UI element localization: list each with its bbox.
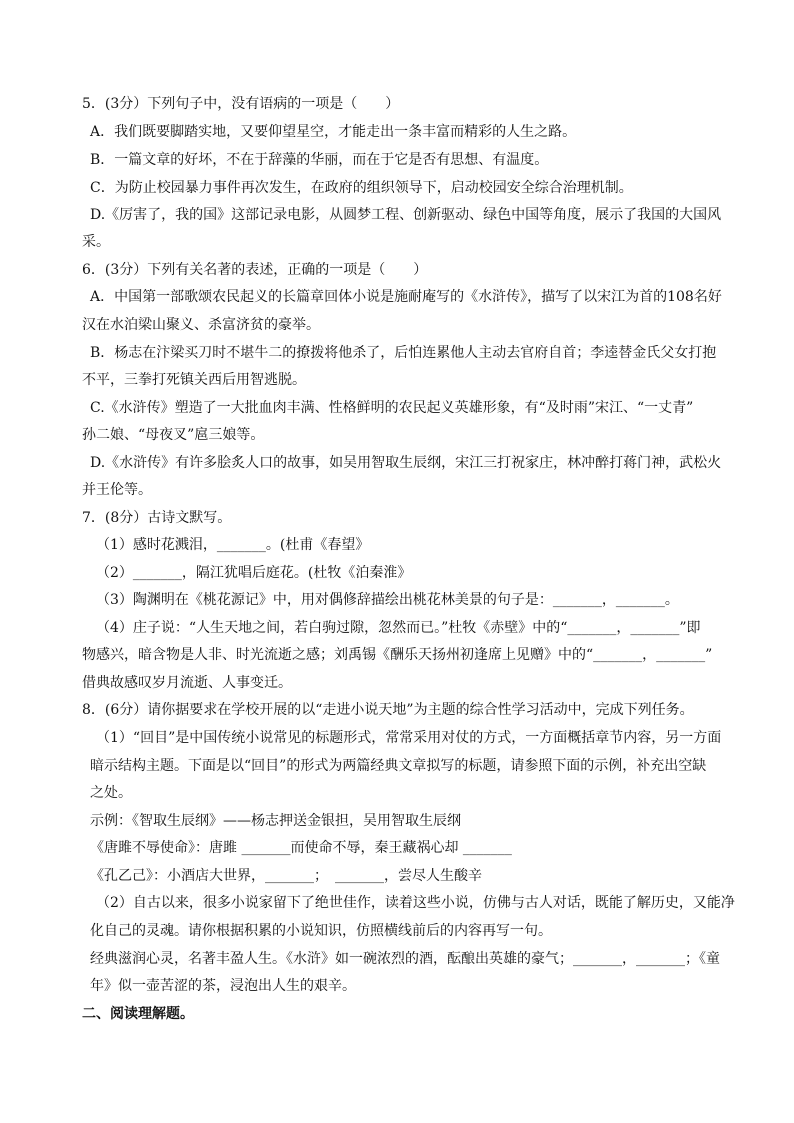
task-2: （2）自古以来，很多小说家留下了绝世佳作，读着这些小说，仿佛与古人对话，既能了解历史，又能净 bbox=[96, 895, 735, 911]
task-1-continued: 暗示结构主题。下面是以“回目”的形式为两篇经典文章拟写的标题，请参照下面的示例，补充出空缺 bbox=[90, 758, 707, 774]
option-b: B．一篇文章的好坏，不在于辞藻的华丽，而在于它是否有思想、有温度。 bbox=[90, 152, 549, 168]
section-heading: 二、阅读理解题。 bbox=[82, 1006, 194, 1022]
question-8-stem: 8．(6分）请你据要求在学校开展的以“走进小说天地”为主题的综合性学习活动中，完成下列任务。 bbox=[82, 702, 694, 718]
option-c: C.《水浒传》塑造了一大批血肉丰满、性格鲜明的农民起义英雄形象，有“及时雨”宋江、“一丈青” bbox=[90, 400, 694, 416]
item-4-continued: 物感兴，暗含物是人非、时光流逝之感；刘禹锡《酬乐天扬州初逢席上见赠》中的“_______，_______” bbox=[82, 647, 713, 663]
question-5-stem: 5．(3分）下列句子中，没有语病的一项是（ ） bbox=[82, 96, 400, 112]
blank-line-kongyiji: 《孔乙己》：小酒店大世界，_______； _______，尝尽人生酸辛 bbox=[90, 868, 482, 884]
task-2-prompt-continued: 年》似一壶苦涩的茶，浸泡出人生的艰辛。 bbox=[90, 978, 356, 994]
task-2-prompt: 经典滋润心灵，名著丰盈人生。《水浒》如一碗浓烈的酒，酝酿出英雄的豪气；_______，_______；《童 bbox=[90, 951, 720, 967]
option-a-continued: 汉在水泊梁山聚义、杀富济贫的豪举。 bbox=[82, 317, 320, 333]
option-c: C．为防止校园暴力事件再次发生，在政府的组织领导下，启动校园安全综合治理机制。 bbox=[90, 180, 633, 196]
blank-line-tangju: 《唐雎不辱使命》：唐雎 _______而使命不辱，秦王藏祸心却 _______ bbox=[90, 840, 512, 856]
option-b-continued: 不平，三拳打死镇关西后用智逃脱。 bbox=[82, 372, 306, 388]
option-d: D.《水浒传》有许多脍炙人口的故事，如吴用智取生辰纲，宋江三打祝家庄，林冲醉打蒋门神，武松火 bbox=[90, 455, 722, 471]
task-1: （1）“回目”是中国传统小说常见的标题形式，常常采用对仗的方式，一方面概括章节内容，另一方面 bbox=[96, 730, 722, 746]
option-b: B．杨志在汴梁买刀时不堪牛二的撩拨将他杀了，后怕连累他人主动去官府自首；李逵替金氏父女打抱 bbox=[90, 345, 717, 361]
option-d: D.《厉害了，我的国》这部记录电影，从圆梦工程、创新驱动、绿色中国等角度，展示了我国的大国风 bbox=[90, 207, 722, 223]
question-7-stem: 7．(8分）古诗文默写。 bbox=[82, 510, 232, 526]
option-a: A．我们既要脚踏实地，又要仰望星空，才能走出一条丰富而精彩的人生之路。 bbox=[90, 124, 577, 140]
task-2-continued: 化自己的灵魂。请你根据积累的小说知识，仿照横线前后的内容再写一句。 bbox=[90, 923, 552, 939]
item-3: （3）陶渊明在《桃花源记》中，用对偶修辞描绘出桃花林美景的句子是：_______，_______。 bbox=[96, 592, 679, 608]
item-1: （1）感时花溅泪，_______。(杜甫《春望》 bbox=[96, 537, 370, 553]
example-line: 示例：《智取生辰纲》——杨志押送金银担，吴用智取生辰纲 bbox=[90, 813, 461, 829]
item-4: （4）庄子说：“人生天地之间，若白驹过隙，忽然而已。”杜牧《赤壁》中的“_______，_______”即 bbox=[96, 620, 701, 636]
option-a: A．中国第一部歌颂农民起义的长篇章回体小说是施耐庵写的《水浒传》，描写了以宋江为首的108名好 bbox=[90, 289, 722, 305]
option-d-continued: 采。 bbox=[82, 234, 110, 250]
item-4-continued: 借典故感叹岁月流逝、人事变迁。 bbox=[82, 675, 292, 691]
question-6-stem: 6．(3分）下列有关名著的表述，正确的一项是（ ） bbox=[82, 262, 428, 278]
option-d-continued: 并王伦等。 bbox=[82, 482, 152, 498]
item-2: （2）_______，隔江犹唱后庭花。(杜牧《泊秦淮》 bbox=[96, 565, 412, 581]
task-1-continued: 之处。 bbox=[90, 785, 132, 801]
option-c-continued: 孙二娘、“母夜叉”扈三娘等。 bbox=[82, 427, 265, 443]
